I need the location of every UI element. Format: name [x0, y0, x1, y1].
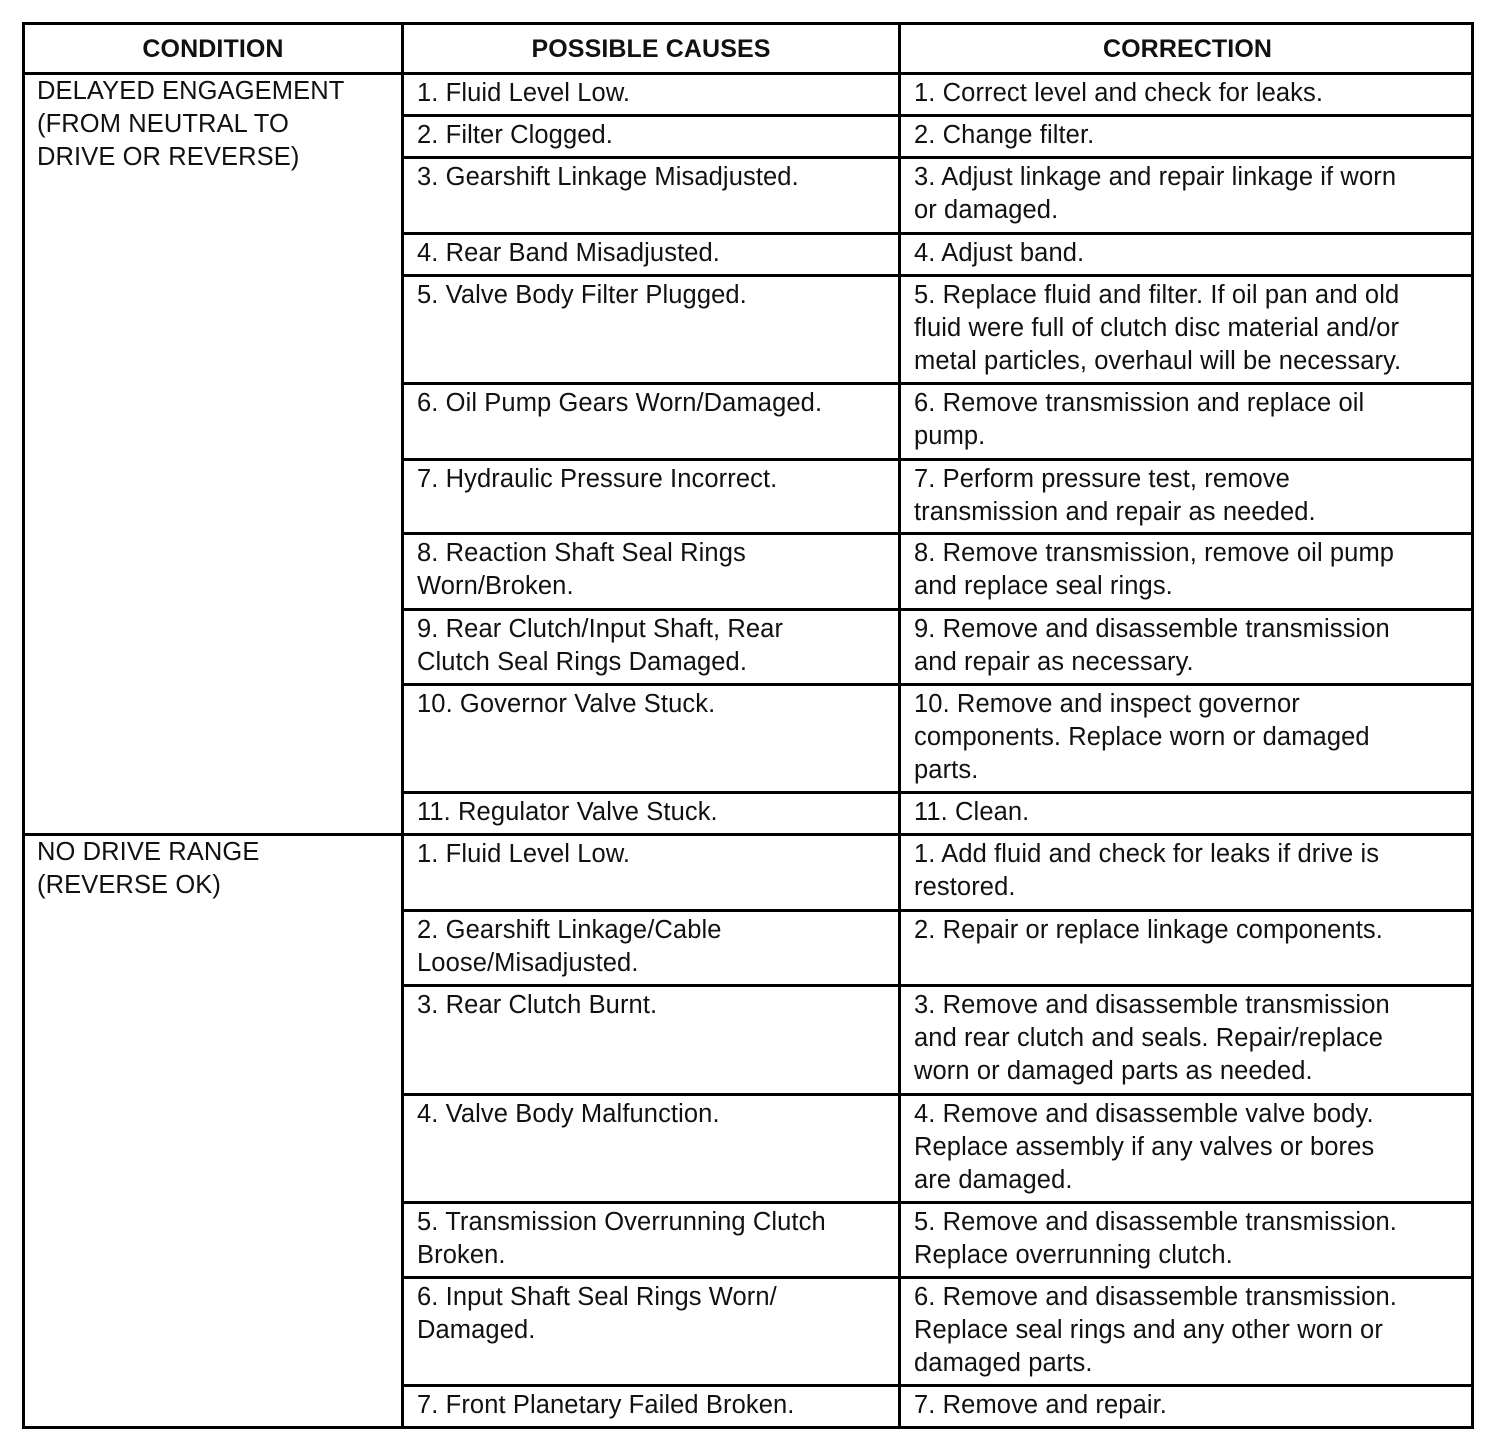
cause-cell: 6. Input Shaft Seal Rings Worn/ Damaged. — [401, 1276, 898, 1384]
correction-cell: 6. Remove and disassemble transmission. Replace seal rings and any other worn or damaged parts. — [898, 1276, 1474, 1384]
condition-no-drive-range: NO DRIVE RANGE (REVERSE OK) — [22, 833, 401, 1426]
cause-cell: 1. Fluid Level Low. — [401, 833, 898, 909]
correction-cell: 1. Correct level and check for leaks. — [898, 72, 1474, 114]
correction-cell: 5. Replace fluid and filter. If oil pan and old fluid were full of clutch disc material and/or metal particles, overhaul will be necessary. — [898, 274, 1474, 382]
correction-cell: 4. Adjust band. — [898, 232, 1474, 274]
correction-cell: 5. Remove and disassemble transmission. Replace overrunning clutch. — [898, 1201, 1474, 1276]
correction-cell: 10. Remove and inspect governor components. Replace worn or damaged parts. — [898, 683, 1474, 791]
cause-cell: 8. Reaction Shaft Seal Rings Worn/Broken. — [401, 532, 898, 608]
cause-cell: 3. Rear Clutch Burnt. — [401, 984, 898, 1093]
cause-cell: 4. Rear Band Misadjusted. — [401, 232, 898, 274]
cause-cell: 4. Valve Body Malfunction. — [401, 1093, 898, 1201]
correction-cell: 2. Repair or replace linkage components. — [898, 909, 1474, 984]
cause-cell: 10. Governor Valve Stuck. — [401, 683, 898, 791]
cause-cell: 5. Valve Body Filter Plugged. — [401, 274, 898, 382]
cause-cell: 2. Gearshift Linkage/Cable Loose/Misadjusted. — [401, 909, 898, 984]
correction-cell: 8. Remove transmission, remove oil pump and replace seal rings. — [898, 532, 1474, 608]
correction-cell: 6. Remove transmission and replace oil pump. — [898, 382, 1474, 458]
correction-cell: 4. Remove and disassemble valve body. Replace assembly if any valves or bores are damaged. — [898, 1093, 1474, 1201]
correction-cell: 3. Adjust linkage and repair linkage if worn or damaged. — [898, 156, 1474, 232]
correction-cell: 11. Clean. — [898, 791, 1474, 833]
correction-cell: 9. Remove and disassemble transmission and repair as necessary. — [898, 608, 1474, 683]
correction-cell: 1. Add fluid and check for leaks if drive is restored. — [898, 833, 1474, 909]
cause-cell: 6. Oil Pump Gears Worn/Damaged. — [401, 382, 898, 458]
diagnosis-table — [22, 22, 1474, 1429]
header-correction: CORRECTION — [898, 22, 1474, 72]
correction-cell: 3. Remove and disassemble transmission and rear clutch and seals. Repair/replace worn or damaged parts as needed. — [898, 984, 1474, 1093]
cause-cell: 5. Transmission Overrunning Clutch Broken. — [401, 1201, 898, 1276]
cause-cell: 7. Hydraulic Pressure Incorrect. — [401, 458, 898, 532]
cause-cell: 1. Fluid Level Low. — [401, 72, 898, 114]
cause-cell: 11. Regulator Valve Stuck. — [401, 791, 898, 833]
correction-cell: 7. Perform pressure test, remove transmission and repair as needed. — [898, 458, 1474, 532]
condition-delayed-engagement: DELAYED ENGAGEMENT (FROM NEUTRAL TO DRIVE OR REVERSE) — [22, 72, 401, 833]
correction-cell: 7. Remove and repair. — [898, 1384, 1474, 1426]
cause-cell: 3. Gearshift Linkage Misadjusted. — [401, 156, 898, 232]
cause-cell: 9. Rear Clutch/Input Shaft, Rear Clutch Seal Rings Damaged. — [401, 608, 898, 683]
cause-cell: 7. Front Planetary Failed Broken. — [401, 1384, 898, 1426]
cause-cell: 2. Filter Clogged. — [401, 114, 898, 156]
header-possible-causes: POSSIBLE CAUSES — [401, 22, 898, 72]
correction-cell: 2. Change filter. — [898, 114, 1474, 156]
header-condition: CONDITION — [22, 22, 401, 72]
